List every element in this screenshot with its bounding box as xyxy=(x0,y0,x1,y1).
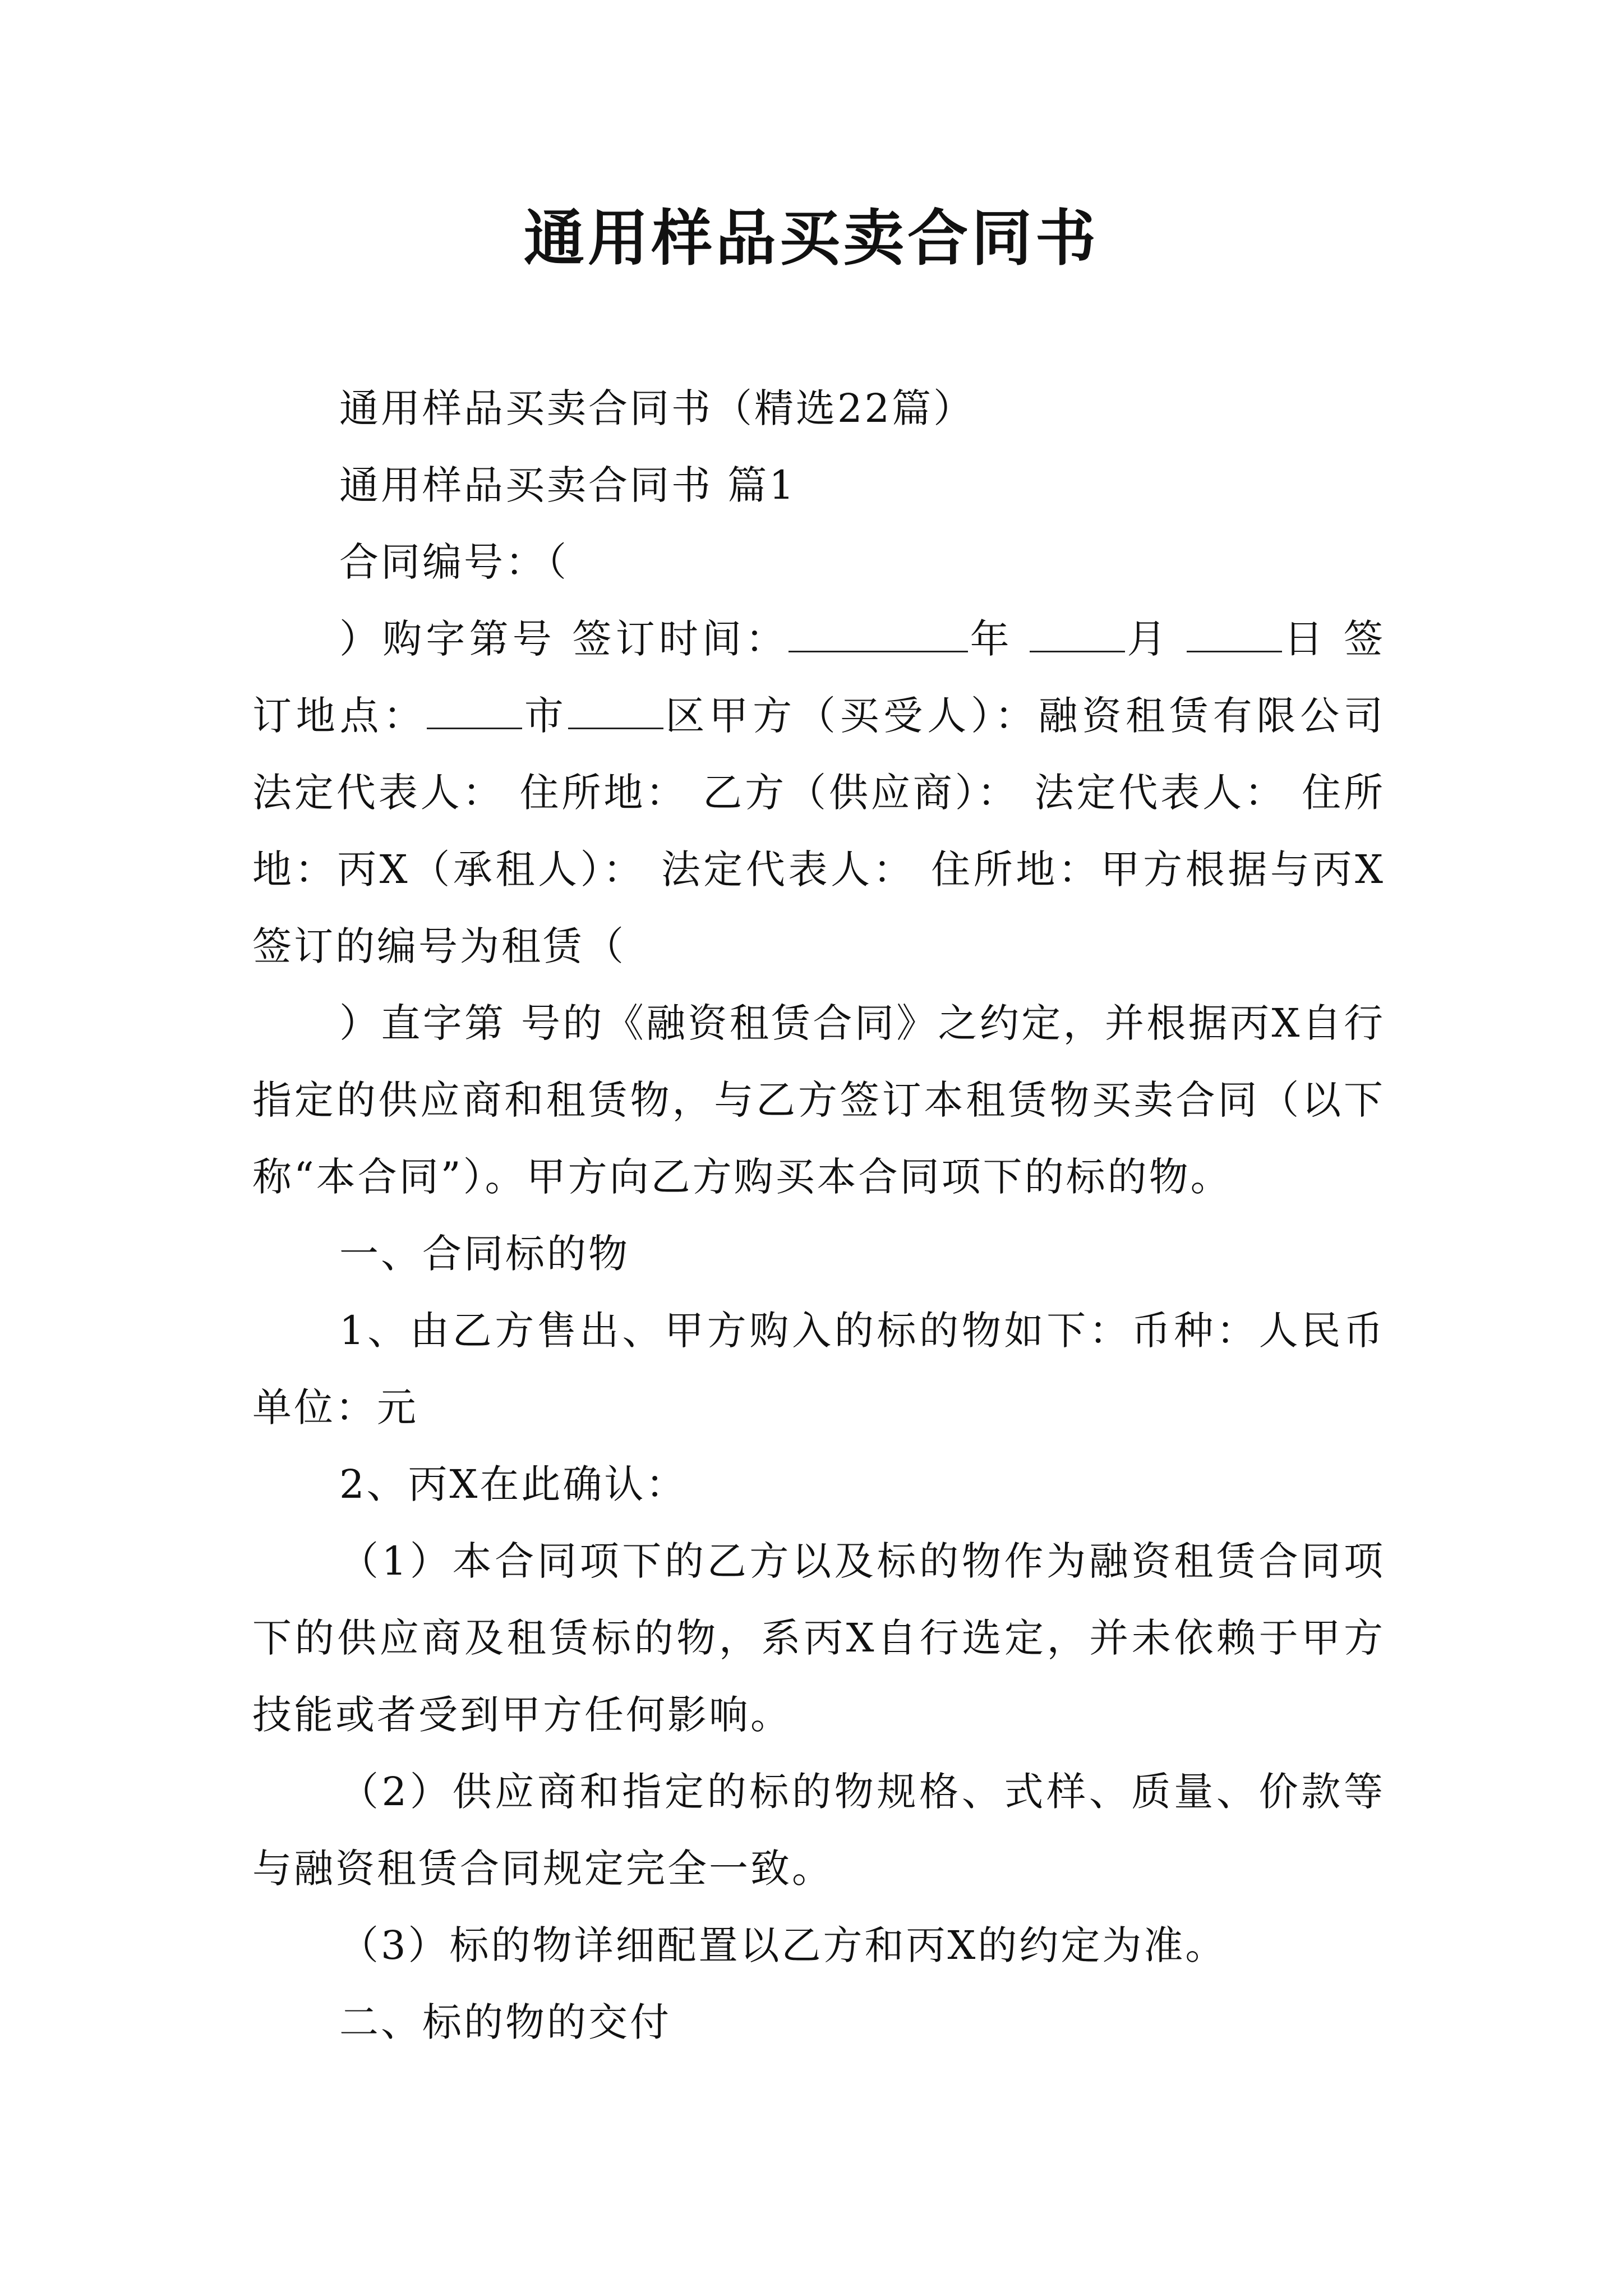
clause-1-2-1: （1）本合同项下的乙方以及标的物作为融资租赁合同项下的供应商及租赁标的物，系丙X自行选定，并未依赖于甲方技能或者受到甲方任何影响。 xyxy=(252,1538,1385,1738)
contract-basis-paragraph: ）直字第 号的《融资租赁合同》之约定，并根据丙X自行指定的供应商和租赁物，与乙方签订本租赁物买卖合同（以下称“本合同”）。甲方向乙方购买本合同项下的标的物。 xyxy=(252,1000,1385,1200)
parties-text-a: ）购字第号 签订时间： xyxy=(339,616,789,662)
day-blank xyxy=(1187,611,1282,652)
parties-text-c: 月 xyxy=(1125,616,1187,662)
district-blank xyxy=(568,688,663,729)
contract-number-line: 合同编号：（ xyxy=(339,539,569,585)
clause-1-2: 2、丙X在此确认： xyxy=(339,1461,688,1507)
chapter-heading: 通用样品买卖合同书 篇1 xyxy=(339,462,796,508)
section-heading-2: 二、标的物的交付 xyxy=(339,1999,671,2045)
section-heading-1: 一、合同标的物 xyxy=(339,1231,630,1277)
document-title: 通用样品买卖合同书 xyxy=(523,203,1099,274)
contract-parties-paragraph xyxy=(252,601,1385,985)
document-body xyxy=(252,370,1385,2061)
subtitle-paragraph: 通用样品买卖合同书（精选22篇） xyxy=(339,385,975,431)
year-blank xyxy=(789,611,968,652)
parties-text-e: 市 xyxy=(522,693,568,739)
clause-1-1: 1、由乙方售出、甲方购入的标的物如下：币种：人民币 单位：元 xyxy=(252,1308,1385,1430)
parties-text-d: 日 签订地点： xyxy=(252,616,1385,739)
parties-text-b: 年 xyxy=(968,616,1030,662)
month-blank xyxy=(1030,611,1125,652)
parties-text-f: 区甲方（买受人）：融资租赁有限公司 法定代表人： 住所地： 乙方（供应商）： 法定代表人： 住所地：丙X（承租人）： 法定代表人： 住所地：甲方根据与丙X签订的编号为租赁（ xyxy=(252,693,1386,969)
clause-1-2-3: （3）标的物详细配置以乙方和丙X的约定为准。 xyxy=(339,1922,1227,1968)
clause-1-2-2: （2）供应商和指定的标的物规格、式样、质量、价款等与融资租赁合同规定完全一致。 xyxy=(252,1769,1385,1892)
city-blank xyxy=(427,688,522,729)
